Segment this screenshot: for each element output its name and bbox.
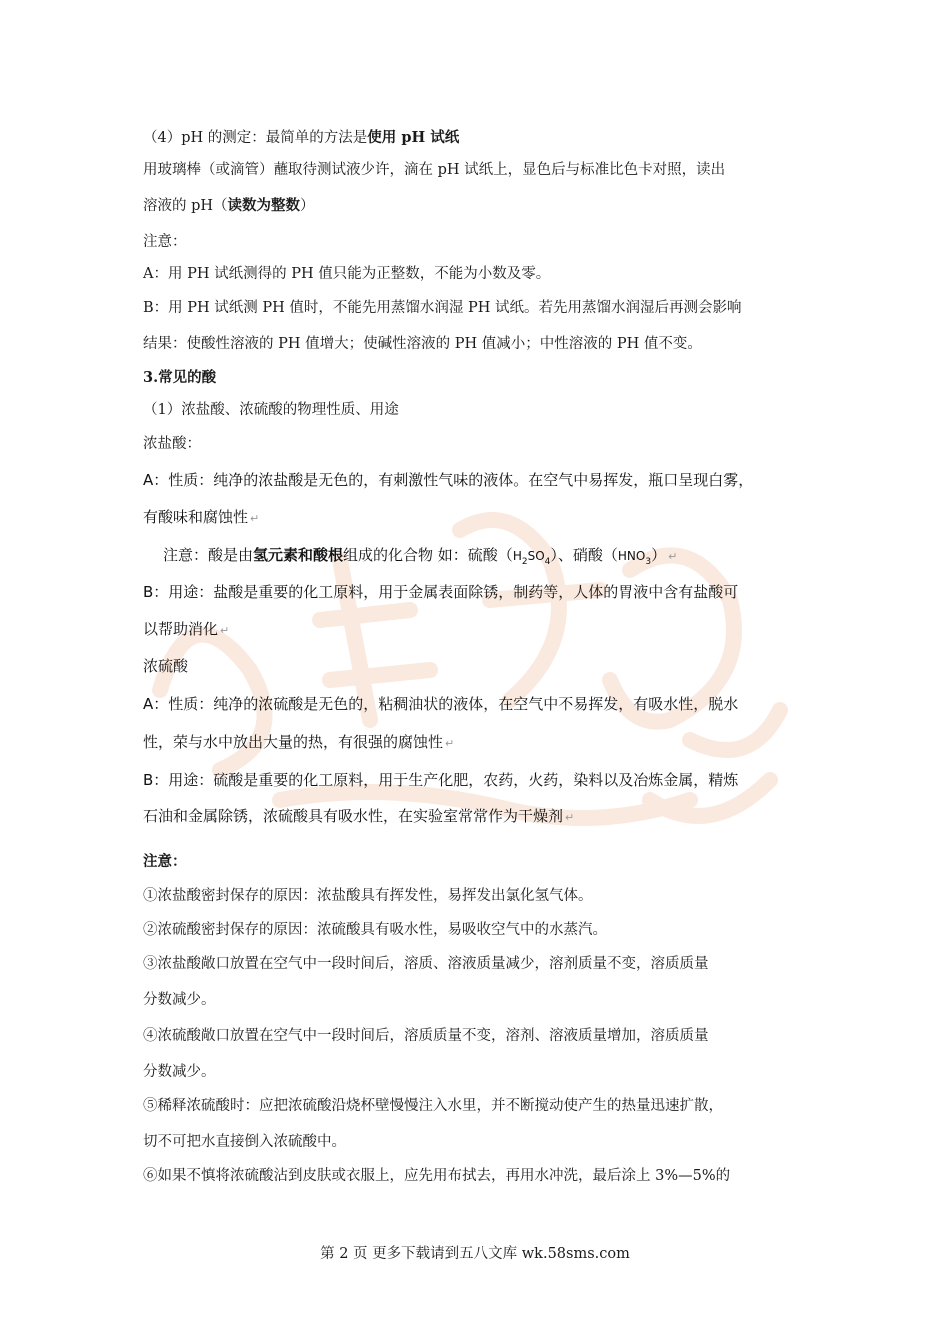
note-3-line1: ③浓盐酸敞口放置在空气中一段时间后，溶质、溶液质量减少，溶剂质量不变，溶质质量 <box>143 956 709 972</box>
note-6-line1: ⑥如果不慎将浓硫酸沾到皮肤或衣服上，应先用布拭去，再用水冲洗，最后涂上 3%—5%的 <box>143 1168 731 1184</box>
h2so4-usage-line2-text: 石油和金属除锈，浓硫酸具有吸水性，在实验室常常作为干燥剂 <box>143 807 564 825</box>
notes-label: 注意： <box>143 853 187 870</box>
ph-heading <box>143 128 459 148</box>
ph-method-line2-bold: 读数为整数 <box>227 197 301 214</box>
note-5-line1: ⑤稀释浓硫酸时：应把浓硫酸沿烧杯壁慢慢注入水里，并不断搅动使产生的热量迅速扩散， <box>143 1098 723 1114</box>
hcl-property-line2-text: 有酸味和腐蚀性 <box>143 508 249 526</box>
note-1: ①浓盐酸密封保存的原因：浓盐酸具有挥发性，易挥发出氯化氢气体。 <box>143 888 593 904</box>
acid-note-middle: 组成的化合物 如：硫酸（ <box>343 546 513 564</box>
ph-heading-text: （4）pH 的测定：最简单的方法是 <box>143 130 368 146</box>
ph-note-label: 注意： <box>143 234 187 250</box>
formula-h2so4-sub2: 2 <box>521 557 528 567</box>
ph-note-b-line1: B：用 PH 试纸测 PH 值时，不能先用蒸馏水润湿 PH 试纸。若先用蒸馏水润湿后再测会影响 <box>143 300 742 316</box>
h2so4-property-line2 <box>143 732 454 754</box>
note-4-line2: 分数减少。 <box>143 1064 216 1080</box>
h2so4-property-line1: A：性质：纯净的浓硫酸是无色的，粘稠油状的液体，在空气中不易挥发，有吸水性，脱水 <box>143 695 739 713</box>
formula-hno3-hno: HNO <box>617 549 646 563</box>
ph-note-b-line2: 结果：使酸性溶液的 PH 值增大；使碱性溶液的 PH 值减小；中性溶液的 PH 值不变。 <box>143 336 702 352</box>
note-4-line1: ④浓硫酸敞口放置在空气中一段时间后，溶质质量不变，溶剂、溶液质量增加，溶质质量 <box>143 1028 709 1044</box>
acid-note-mid2: ）、硝酸（ <box>550 546 618 564</box>
h2so4-property-line2-text: 性，荣与水中放出大量的热，有很强的腐蚀性 <box>143 733 444 751</box>
note-3-line2: 分数减少。 <box>143 992 216 1008</box>
paragraph-mark-icon: ↵ <box>220 624 230 637</box>
paragraph-mark-icon: ↵ <box>445 737 455 750</box>
note-2: ②浓硫酸密封保存的原因：浓硫酸具有吸水性，易吸收空气中的水蒸汽。 <box>143 922 607 938</box>
ph-note-a: A：用 PH 试纸测得的 PH 值只能为正整数，不能为小数及零。 <box>143 266 551 282</box>
hcl-usage-line1: B：用途：盐酸是重要的化工原料，用于金属表面除锈，制药等，人体的胃液中含有盐酸可 <box>143 583 739 601</box>
formula-h2so4-sub4: 4 <box>544 557 551 567</box>
watermark-seal <box>130 440 830 860</box>
hcl-usage-line2-text: 以帮助消化 <box>143 620 219 638</box>
h2so4-usage-line1: B：用途：硫酸是重要的化工原料，用于生产化肥，农药，火药，染料以及冶炼金属，精炼 <box>143 771 739 789</box>
formula-h2so4-so: SO <box>527 549 545 563</box>
acid-note-prefix: 注意：酸是由 <box>163 546 254 564</box>
paragraph-mark-icon: ↵ <box>668 550 678 563</box>
section-acids-title: 3.常见的酸 <box>143 369 217 386</box>
h2so4-usage-line2 <box>143 806 574 828</box>
formula-h2so4-h: H <box>512 549 522 563</box>
acid-note-end: ） <box>651 546 667 564</box>
section-acids-subtitle: （1）浓盐酸、浓硫酸的物理性质、用途 <box>143 402 399 418</box>
acid-note-bold: 氢元素和酸根 <box>253 546 344 564</box>
ph-heading-bold: 使用 pH 试纸 <box>367 129 460 146</box>
hcl-usage-line2 <box>143 619 229 641</box>
hcl-label: 浓盐酸： <box>143 436 201 452</box>
ph-method-line2 <box>143 196 315 216</box>
formula-hno3-sub3: 3 <box>645 557 652 567</box>
hcl-property-line2 <box>143 507 259 529</box>
ph-method-line2-text: 溶液的 pH（ <box>143 198 228 214</box>
note-5-line2: 切不可把水直接倒入浓硫酸中。 <box>143 1134 346 1150</box>
ph-method-line2-suffix: ） <box>300 198 315 214</box>
acid-definition-note <box>163 545 677 572</box>
ph-method-line1: 用玻璃棒（或滴管）蘸取待测试液少许，滴在 pH 试纸上，显色后与标准比色卡对照，读出 <box>143 162 726 178</box>
h2so4-label: 浓硫酸 <box>143 657 189 675</box>
page-footer: 第 2 页 更多下载请到五八文库 wk.58sms.com <box>320 1246 630 1262</box>
paragraph-mark-icon: ↵ <box>250 512 260 525</box>
hcl-property-line1: A：性质：纯净的浓盐酸是无色的，有刺激性气味的液体。在空气中易挥发，瓶口呈现白雾， <box>143 471 754 489</box>
paragraph-mark-icon: ↵ <box>565 811 575 824</box>
